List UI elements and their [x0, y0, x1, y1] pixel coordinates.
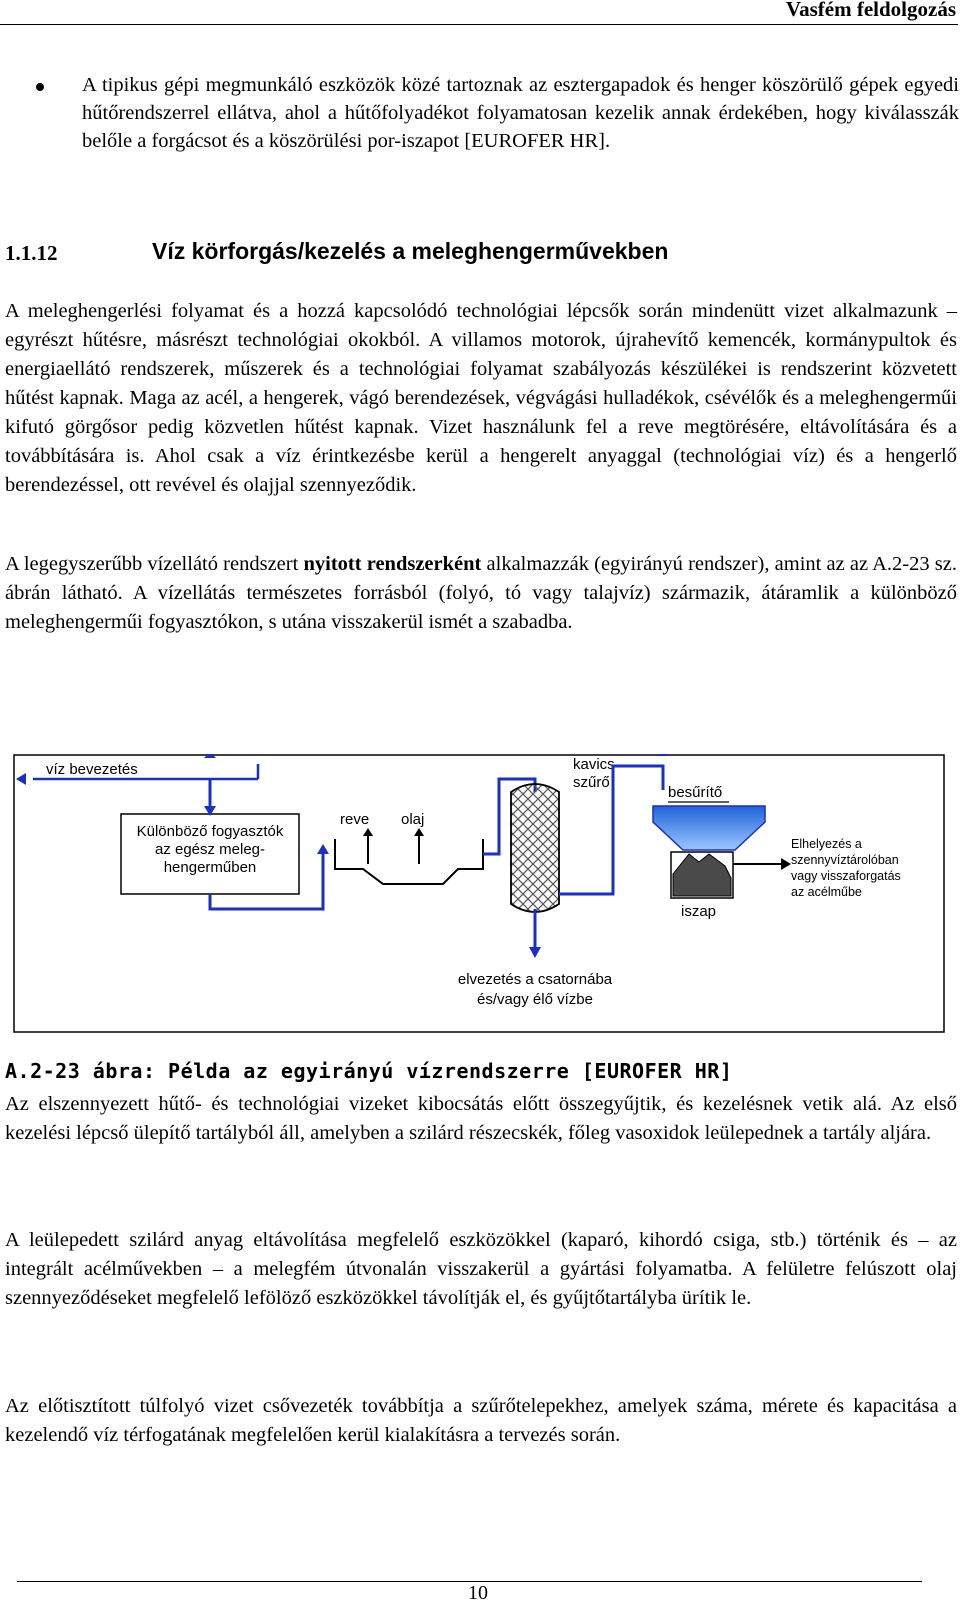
sludge-label: iszap — [681, 903, 717, 920]
outlet-line-2: és/vagy élő vízbe — [477, 991, 593, 1008]
paragraph-1: A meleghengerlési folyamat és a hozzá kapcsolódó technológiai lépcsők során mindenütt vizet alkalmazunk – egyrészt hűtésre, másrészt technológiai okokból. A villamos motorok, újrahevítő kemencék, kormánypultok és energiaellátó rendszerek, műszerek és a technológiai folyamat szabályozás készülékei is rendszerint közvetett hűtést kapnak. Maga az acél, a hengerek, vágó berendezések, végvágási hulladékok, csévélők és a meleghengerműi kifutó görgősor pedig közvetlen hűtést kapnak. Vizet használunk fel a reve megtörésére, eltávolítására és a továbbítására is. Ahol csak a víz érintkezésbe kerül a hengerelt anyaggal (technológiai víz) és a hengerlő berendezéssel, ott revével és olajjal szennyeződik. — [5, 300, 957, 496]
figure-caption: A.2-23 ábra: Példa az egyirányú vízrendszerre [EUROFER HR] — [5, 1059, 733, 1083]
page-header — [0, 0, 958, 25]
disposal-line-2: szennyvíztárolóban — [791, 853, 899, 867]
paragraph-2-end: alkalmazzák (egyirányú rendszer), amint az az A.2-23 sz. ábrán látható. A vízellátás természetes forrásból (folyó, tó vagy talajvíz) származik, átáramlik a különböző meleghengerműi fogyasztókon, s utána visszakerül ismét a szabadba. — [5, 553, 957, 633]
page-number: 10 — [468, 1582, 488, 1604]
paragraph-5: Az előtisztított túlfolyó vizet csővezeték továbbítja a szűrőtelepekhez, amelyek száma, mérete és kapacitása a kezelendő víz térfogatának megfelelően kerül kialakításra a tervezés során. — [5, 1395, 957, 1446]
olaj-label: olaj — [401, 811, 425, 828]
gravel-filter-line-1: kavics — [573, 756, 615, 773]
disposal-line-3: vagy visszaforgatás — [791, 869, 901, 883]
consumers-line-3: hengerműben — [163, 859, 257, 876]
paragraph-2 — [5, 550, 957, 637]
consumers-line-1: Különböző fogyasztók — [136, 823, 284, 840]
water-system-diagram — [13, 754, 945, 1033]
reve-label: reve — [340, 811, 370, 828]
outlet-line-1: elvezetés a csatornába — [457, 971, 613, 988]
section-number: 1.1.12 — [5, 241, 58, 265]
thickener-label: besűrítő — [668, 784, 723, 801]
header-title: Vasfém feldolgozás — [785, 0, 956, 21]
paragraph-3: Az elszennyezett hűtő- és technológiai vizeket kibocsátás előtt összegyűjtik, és kezelésnek vetik alá. Az első kezelési lépcső ülepítő tartályból áll, amelyben a szilárd részecskék, főleg vasoxidok leülepednek a tartály aljára. — [5, 1093, 957, 1144]
bullet-text: A tipikus gépi megmunkáló eszközök közé tartoznak az esztergapadok és henger köszörülő gépek egyedi hűtőrendszerrel ellátva, ahol a hűtőfolyadékot folyamatosan kezelik annak érdekében, hogy kiválasszák belőle a forgácsot és a köszörülési por-iszapot [EUROFER HR]. — [82, 74, 959, 152]
gravel-filter — [511, 784, 559, 912]
paragraph-4: A leülepedett szilárd anyag eltávolítása megfelelő eszközökkel (kaparó, kihordó csiga, stb.) történik és – az integrált acélművekben – a melegfém útvonalán visszakerül a gyártási folyamatba. A felületre felúszott olaj szennyeződéseket megfelelő lefölöző eszközökkel távolítják el, és gyűjtőtartályba ürítik le. — [5, 1229, 957, 1309]
bullet-dot — [36, 83, 44, 91]
gravel-filter-line-2: szűrő — [573, 774, 610, 791]
paragraph-2-start: A legegyszerűbb vízellátó rendszert — [5, 553, 304, 575]
paragraph-2-bold: nyitott rendszerként — [303, 553, 482, 575]
section-title: Víz körforgás/kezelés a meleghengerművekben — [152, 238, 669, 264]
disposal-line-4: az acélműbe — [791, 885, 862, 899]
inlet-label: víz bevezetés — [46, 761, 138, 778]
disposal-line-1: Elhelyezés a — [791, 837, 862, 851]
consumers-line-2: az egész meleg- — [154, 841, 266, 858]
